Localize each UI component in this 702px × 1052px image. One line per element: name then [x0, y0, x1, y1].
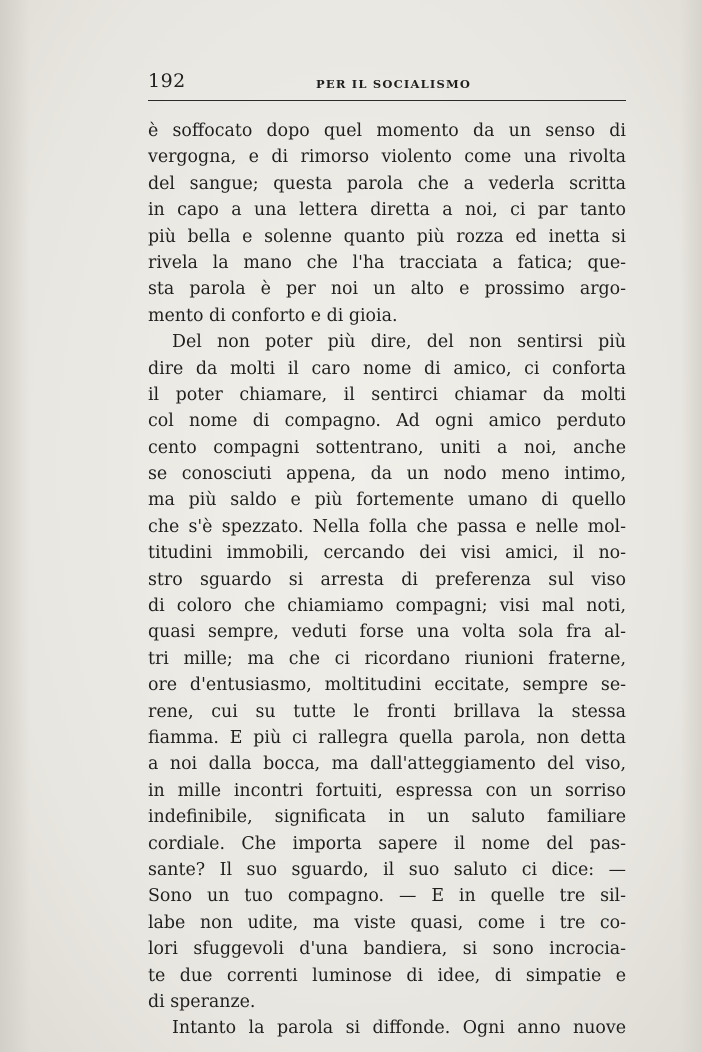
text-line: sta parola è per noi un alto e prossimo argo- [148, 279, 626, 300]
text-line: il poter chiamare, il sentirci chiamar da molti [148, 384, 626, 405]
header-rule [148, 100, 626, 101]
text-line: rivela la mano che l'ha tracciata a fatica; que- [148, 252, 626, 273]
text-line: di speranze. [148, 991, 256, 1012]
text-line: quasi sempre, veduti forse una volta sola fra al- [148, 622, 626, 643]
text-line: titudini immobili, cercando dei visi amici, il no- [148, 543, 626, 564]
text-line: mento di conforto e di gioia. [148, 305, 398, 326]
text-line: cento compagni sottentrano, uniti a noi, anche [148, 437, 626, 458]
text-line: te due correnti luminose di idee, di simpatie e [148, 965, 626, 986]
text-line: tri mille; ma che ci ricordano riunioni fraterne, [148, 648, 626, 669]
body-text [148, 118, 626, 1042]
text-line: del sangue; questa parola che a vederla scritta [148, 173, 626, 194]
text-line: Intanto la parola si diffonde. Ogni anno nuove [172, 1018, 626, 1039]
text-line: in capo a una lettera diretta a noi, ci par tanto [148, 200, 626, 221]
text-line: stro sguardo si arresta di preferenza sul viso [148, 569, 626, 590]
text-line: labe non udite, ma viste quasi, come i tre co- [148, 912, 626, 933]
text-line: dire da molti il caro nome di amico, ci conforta [148, 358, 626, 379]
text-line: col nome di compagno. Ad ogni amico perduto [148, 411, 626, 432]
text-line: più bella e solenne quanto più rozza ed inetta si [148, 226, 626, 247]
text-line: ore d'entusiasmo, moltitudini eccitate, sempre se- [148, 675, 626, 696]
page-number: 192 [148, 70, 186, 92]
text-line: Sono un tuo compagno. — E in quelle tre sil- [148, 886, 626, 907]
text-line: di coloro che chiamiamo compagni; visi mal noti, [148, 596, 626, 617]
text-line: rene, cui su tutte le fronti brillava la stessa [148, 701, 626, 722]
text-line: fiamma. E più ci rallegra quella parola, non detta [148, 727, 626, 748]
text-line: lori sfuggevoli d'una bandiera, si sono incrocia- [148, 939, 626, 960]
running-header [148, 70, 626, 94]
text-line: se conosciuti appena, da un nodo meno intimo, [148, 464, 626, 485]
running-title: PER IL SOCIALISMO [316, 77, 472, 91]
text-line: cordiale. Che importa sapere il nome del pas- [148, 833, 626, 854]
text-line: che s'è spezzato. Nella folla che passa e nelle mol- [148, 516, 626, 537]
text-line: a noi dalla bocca, ma dall'atteggiamento del viso, [148, 754, 626, 775]
text-line: in mille incontri fortuiti, espressa con un sorriso [148, 780, 626, 801]
text-line: indefinibile, significata in un saluto familiare [148, 807, 626, 828]
text-line: Del non poter più dire, del non sentirsi più [172, 332, 626, 353]
text-line: sante? Il suo sguardo, il suo saluto ci dice: — [148, 859, 626, 880]
text-line: vergogna, e di rimorso violento come una rivolta [148, 147, 626, 168]
text-line: ma più saldo e più fortemente umano di quello [148, 490, 626, 511]
text-line: è soffocato dopo quel momento da un senso di [148, 121, 626, 141]
